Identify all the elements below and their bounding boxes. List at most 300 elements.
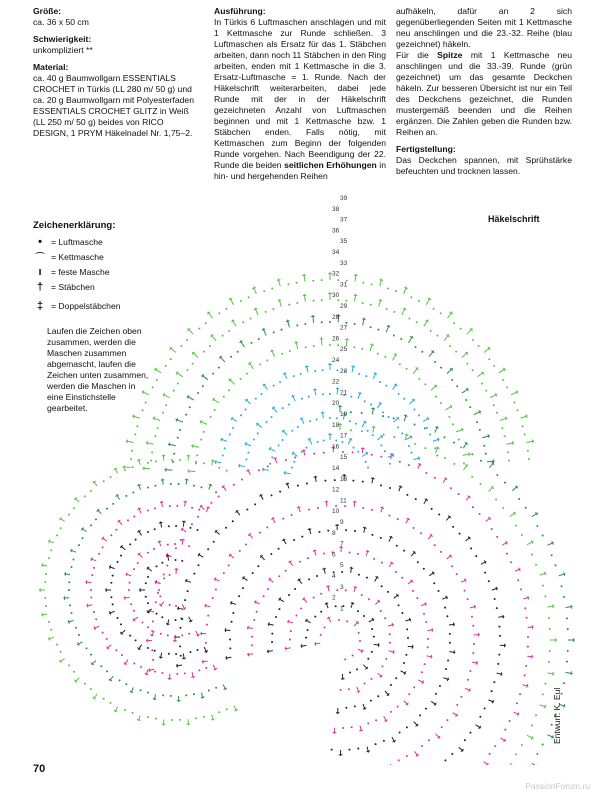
chain-dot: [435, 396, 437, 398]
chain-dot: [383, 434, 385, 436]
stitch-mark: [191, 677, 195, 678]
chain-dot: [140, 666, 142, 668]
chain-dot: [214, 409, 216, 411]
chain-dot: [436, 335, 438, 337]
chain-dot: [259, 363, 261, 365]
chain-dot: [313, 345, 315, 347]
material-text: ca. 40 g Baumwollgarn ESSENTIALS CROCHET in Türkis (LL 280 m/ 50 g) und ca. 20 g Baumwollgarn mit Polyesterfaden ESSENTIALS CROCHET GLITZ in Weiß (LL 250 m/ 50 g) beides von RICO DESIGN, 1 PRYM Häkelnadel Nr. 1,75–2.: [33, 73, 194, 138]
chain-dot: [494, 598, 496, 600]
chain-dot: [496, 412, 498, 414]
stitch-mark: [371, 478, 375, 479]
chain-dot: [178, 483, 180, 485]
stitch-mark: [446, 596, 447, 599]
chain-dot: [370, 326, 372, 328]
stitch-mark: [153, 417, 154, 420]
chain-dot: [125, 683, 127, 685]
stitch-mark: [181, 540, 185, 541]
chain-dot: [515, 753, 517, 755]
chain-dot: [285, 459, 287, 461]
chain-dot: [251, 636, 253, 638]
chain-dot: [421, 671, 423, 673]
row-number-label: 6: [332, 551, 336, 559]
chain-dot: [384, 617, 386, 619]
single-crochet-icon: ı: [38, 266, 42, 278]
stitch-mark: [87, 604, 88, 608]
chain-dot: [323, 626, 325, 628]
chain-dot: [353, 346, 355, 348]
chain-dot: [329, 321, 331, 323]
chain-dot: [181, 618, 183, 620]
chain-dot: [444, 607, 446, 609]
chain-dot: [425, 472, 427, 474]
stitch-mark: [160, 502, 164, 503]
chain-dot: [150, 460, 152, 462]
chain-dot: [232, 612, 234, 614]
chain-dot: [504, 729, 506, 731]
stitch-mark: [393, 650, 394, 654]
chain-dot: [460, 328, 462, 330]
chain-dot: [345, 589, 347, 591]
chain-dot: [119, 679, 121, 681]
chain-dot: [320, 634, 322, 636]
stitch-mark: [553, 604, 554, 608]
stitch-mark: [516, 390, 518, 393]
legend-note: Laufen die Zeichen oben zusammen, werden die Maschen zusammen abgemascht, laufen die Zeichen unten zusammen, werden die Maschen in eine Einstichstelle gearbeitet.: [47, 326, 149, 413]
chain-dot: [209, 345, 211, 347]
chain-dot: [527, 646, 529, 648]
chain-dot: [363, 615, 365, 617]
chain-dot: [408, 317, 410, 319]
chain-dot: [362, 302, 364, 304]
chain-dot: [561, 585, 563, 587]
chain-dot: [129, 543, 131, 545]
chain-dot: [212, 373, 214, 375]
chain-dot: [229, 434, 231, 436]
stitch-mark: [252, 287, 255, 288]
chain-dot: [345, 322, 347, 324]
stitch-mark: [278, 300, 281, 301]
chain-dot: [309, 420, 311, 422]
chain-dot: [267, 588, 269, 590]
page-number: 70: [33, 763, 46, 775]
chain-dot: [370, 678, 372, 680]
legend-item-label: = Doppelstäbchen: [51, 301, 121, 311]
chain-dot: [528, 458, 530, 460]
chain-dot: [50, 629, 52, 631]
chain-dot: [179, 719, 181, 721]
chain-dot: [210, 502, 212, 504]
stitch-mark: [137, 485, 140, 486]
stitch-mark: [363, 708, 366, 709]
row-number-label: 29: [340, 303, 348, 310]
difficulty-value: unkompliziert **: [33, 45, 93, 55]
chain-dot: [56, 534, 58, 536]
chain-dot: [390, 684, 392, 686]
stitch-mark: [392, 454, 393, 457]
stitch-mark: [564, 572, 565, 575]
designer-credit: Entwurf: K. Eul: [552, 687, 562, 744]
chain-dot: [299, 561, 301, 563]
chain-dot: [521, 744, 523, 746]
chain-dot: [147, 552, 149, 554]
stitch-mark: [216, 460, 217, 464]
chain-dot: [48, 557, 50, 559]
chain-dot: [100, 665, 102, 667]
chain-dot: [93, 567, 95, 569]
chain-dot: [401, 432, 403, 434]
chain-dot: [395, 290, 397, 292]
chain-dot: [125, 495, 127, 497]
chain-dot: [403, 662, 405, 664]
chain-dot: [115, 529, 117, 531]
row-number-label: 21: [340, 389, 348, 397]
chain-dot: [365, 461, 367, 463]
chain-dot: [300, 608, 302, 610]
chain-dot: [135, 639, 137, 641]
chain-dot: [548, 617, 550, 619]
chain-dot: [456, 704, 458, 706]
chain-dot: [342, 727, 344, 729]
chain-dot: [344, 505, 346, 507]
chain-dot: [398, 393, 400, 395]
chain-dot: [290, 630, 292, 632]
chain-dot: [257, 432, 259, 434]
chain-dot: [106, 508, 108, 510]
chain-dot: [218, 312, 220, 314]
chain-dot: [265, 311, 267, 313]
row-number-label: 8: [332, 529, 336, 537]
chain-dot: [195, 461, 197, 463]
chain-dot: [460, 446, 462, 448]
chain-dot: [493, 681, 495, 683]
material-label: Material:: [33, 62, 69, 72]
chain-dot: [169, 505, 171, 507]
chain-dot: [222, 455, 224, 457]
chain-dot: [196, 649, 198, 651]
chain-dot: [142, 409, 144, 411]
stitch-mark: [127, 440, 128, 444]
stitch-mark: [110, 565, 111, 568]
stitch-mark: [130, 691, 133, 692]
chain-dot: [350, 396, 352, 398]
chain-dot: [86, 647, 88, 649]
chain-dot: [381, 665, 383, 667]
chain-dot: [291, 514, 293, 516]
chain-dot: [218, 367, 220, 369]
chain-dot: [185, 414, 187, 416]
chain-dot: [246, 509, 248, 511]
chain-dot: [452, 423, 454, 425]
chain-dot: [289, 638, 291, 640]
stitch-mark: [464, 579, 466, 582]
chain-dot: [294, 588, 296, 590]
chain-dot: [327, 530, 329, 532]
stitch-mark: [354, 587, 357, 588]
chain-dot: [246, 373, 248, 375]
chain-dot: [145, 582, 147, 584]
chain-dot: [449, 642, 451, 644]
chain-dot: [472, 652, 474, 654]
stitch-mark: [137, 719, 140, 720]
stitch-mark: [358, 393, 361, 394]
instructions-heading: Ausführung:: [214, 6, 266, 16]
stitch-mark: [510, 763, 516, 765]
stitch-mark: [492, 700, 493, 703]
chain-dot: [489, 753, 491, 755]
chain-dot: [306, 482, 308, 484]
stitch-mark: [544, 705, 545, 708]
chain-dot: [465, 399, 467, 401]
chain-dot: [210, 416, 212, 418]
chain-dot: [381, 562, 383, 564]
chain-dot: [410, 296, 412, 298]
row-number-label: 16: [332, 443, 340, 451]
chain-dot: [479, 429, 481, 431]
chain-dot: [542, 535, 544, 537]
chain-dot: [106, 670, 108, 672]
stitch-mark: [300, 418, 303, 420]
chain-dot: [270, 416, 272, 418]
chain-dot: [493, 365, 495, 367]
chain-dot: [281, 353, 283, 355]
chain-dot: [291, 430, 293, 432]
chain-dot: [180, 345, 182, 347]
row-number-label: 5: [340, 562, 344, 570]
chain-dot: [169, 574, 171, 576]
chain-dot: [423, 613, 425, 615]
chain-dot: [156, 613, 158, 615]
chain-dot: [549, 628, 551, 630]
chain-dot: [288, 403, 290, 405]
chain-dot: [421, 745, 423, 747]
chain-dot: [361, 430, 363, 432]
chain-dot: [110, 582, 112, 584]
row-number-label: 13: [340, 475, 348, 483]
chain-dot: [68, 514, 70, 516]
chain-dot: [45, 573, 47, 575]
chain-dot: [381, 585, 383, 587]
stitch-mark: [158, 541, 161, 542]
chain-dot: [535, 564, 537, 566]
chain-dot: [397, 518, 399, 520]
chain-dot: [151, 630, 153, 632]
row-number-label: 19: [340, 411, 348, 418]
chain-dot: [542, 693, 544, 695]
chain-dot: [393, 417, 395, 419]
chain-dot: [344, 658, 346, 660]
stitch-mark: [226, 656, 227, 660]
chain-dot: [215, 687, 217, 689]
chain-dot: [272, 308, 274, 310]
chain-dot: [124, 709, 126, 711]
chain-dot: [496, 607, 498, 609]
chain-dot: [524, 433, 526, 435]
chain-dot: [206, 624, 208, 626]
chain-dot: [259, 532, 261, 534]
chain-dot: [373, 558, 375, 560]
stitch-mark: [114, 710, 117, 712]
chain-dot: [171, 459, 173, 461]
row-number-label: 23: [340, 367, 348, 375]
chain-dot: [389, 633, 391, 635]
chain-dot: [68, 664, 70, 666]
chain-dot: [397, 427, 399, 429]
chain-dot: [387, 288, 389, 290]
stitch-mark: [503, 615, 504, 619]
chain-dot: [163, 574, 165, 576]
stitch-mark: [390, 764, 392, 765]
chain-dot: [320, 593, 322, 595]
chain-dot: [129, 582, 131, 584]
chain-dot: [232, 520, 234, 522]
chain-dot: [154, 507, 156, 509]
chain-dot: [525, 507, 527, 509]
chain-dot: [393, 311, 395, 313]
chain-dot: [172, 461, 174, 463]
row-number-label: 15: [340, 454, 348, 462]
chain-dot: [472, 625, 474, 627]
stitch-mark: [126, 573, 127, 576]
chain-dot: [520, 588, 522, 590]
chain-dot: [155, 718, 157, 720]
chain-dot: [336, 369, 338, 371]
chain-dot: [282, 407, 284, 409]
chain-dot: [60, 527, 62, 529]
chain-dot: [165, 404, 167, 406]
chain-dot: [56, 644, 58, 646]
chain-dot: [508, 460, 510, 462]
stitch-mark: [305, 366, 309, 367]
chain-dot: [127, 519, 129, 521]
stitch-mark: [211, 719, 214, 720]
difficulty-label: Schwierigkeit:: [33, 34, 92, 44]
chain-dot: [485, 390, 487, 392]
stitch-mark: [49, 637, 50, 640]
chain-dot: [188, 545, 190, 547]
chain-dot: [480, 483, 482, 485]
chain-dot: [196, 454, 198, 456]
chain-dot: [147, 647, 149, 649]
chain-dot: [156, 565, 158, 567]
stitch-mark: [517, 712, 518, 715]
chain-dot: [359, 640, 361, 642]
chain-dot: [110, 702, 112, 704]
chain-dot: [321, 321, 323, 323]
chain-dot: [189, 527, 191, 529]
chain-dot: [371, 509, 373, 511]
chain-dot: [320, 611, 322, 613]
chain-dot: [154, 435, 156, 437]
chain-dot: [266, 359, 268, 361]
chain-dot: [168, 653, 170, 655]
chain-dot: [438, 590, 440, 592]
chain-dot: [250, 342, 252, 344]
chain-dot: [337, 299, 339, 301]
chain-dot: [348, 749, 350, 751]
chain-dot: [241, 479, 243, 481]
stitch-mark: [177, 664, 178, 668]
chain-dot: [467, 598, 469, 600]
chain-dot: [154, 528, 156, 530]
chain-dot: [120, 623, 122, 625]
chain-dot: [289, 350, 291, 352]
chain-dot: [102, 632, 104, 634]
chain-dot: [177, 383, 179, 385]
chain-dot: [218, 467, 220, 469]
chain-dot: [133, 662, 135, 664]
chain-dot: [421, 351, 423, 353]
chain-dot: [226, 470, 228, 472]
stitch-mark: [155, 580, 156, 583]
chain-dot: [380, 484, 382, 486]
chain-dot: [459, 533, 461, 535]
stitch-mark: [528, 596, 529, 600]
chain-dot: [305, 346, 307, 348]
chain-dot: [480, 460, 482, 462]
chain-dot: [131, 466, 133, 468]
row-number-label: 9: [340, 519, 344, 526]
chain-dot: [228, 389, 230, 391]
chain-dot: [446, 615, 448, 617]
instructions-text-b: in hin- und hergehenden Reihen: [214, 160, 386, 181]
stitch-mark: [277, 280, 280, 281]
chain-dot: [203, 716, 205, 718]
chain-dot: [425, 621, 427, 623]
chain-dot: [250, 317, 252, 319]
stitch-mark: [403, 308, 406, 309]
stitch-mark: [351, 366, 355, 367]
stitch-mark: [291, 395, 294, 396]
chain-dot: [428, 739, 430, 741]
chain-dot: [163, 577, 165, 579]
chain-dot: [195, 717, 197, 719]
chain-dot: [519, 693, 521, 695]
stitch-mark: [147, 441, 148, 445]
chain-dot: [314, 616, 316, 618]
chain-dot: [403, 398, 405, 400]
stitch-mark: [263, 468, 264, 472]
chain-dot: [90, 524, 92, 526]
stitch-mark: [201, 697, 204, 698]
chain-dot: [434, 544, 436, 546]
chain-dot: [253, 619, 255, 621]
stitch-mark: [209, 484, 212, 485]
chain-dot: [364, 400, 366, 402]
chain-dot: [240, 414, 242, 416]
chain-dot: [358, 574, 360, 576]
chain-dot: [479, 716, 481, 718]
chain-dot: [544, 683, 546, 685]
chain-dot: [418, 414, 420, 416]
stitch-mark: [313, 389, 317, 390]
stitch-mark: [392, 623, 393, 626]
chain-dot: [456, 385, 458, 387]
chain-dot: [504, 435, 506, 437]
chain-dot: [331, 749, 333, 751]
chain-dot: [170, 358, 172, 360]
stitch-mark: [268, 650, 269, 654]
chain-dot: [279, 381, 281, 383]
chain-dot: [357, 610, 359, 612]
chain-dot: [388, 416, 390, 418]
row-number-label: 35: [340, 238, 348, 246]
chain-dot: [141, 622, 143, 624]
chain-dot: [167, 634, 169, 636]
stitch-mark: [326, 586, 330, 587]
chain-dot: [469, 732, 471, 734]
chain-dot: [485, 453, 487, 455]
chain-dot: [355, 423, 357, 425]
